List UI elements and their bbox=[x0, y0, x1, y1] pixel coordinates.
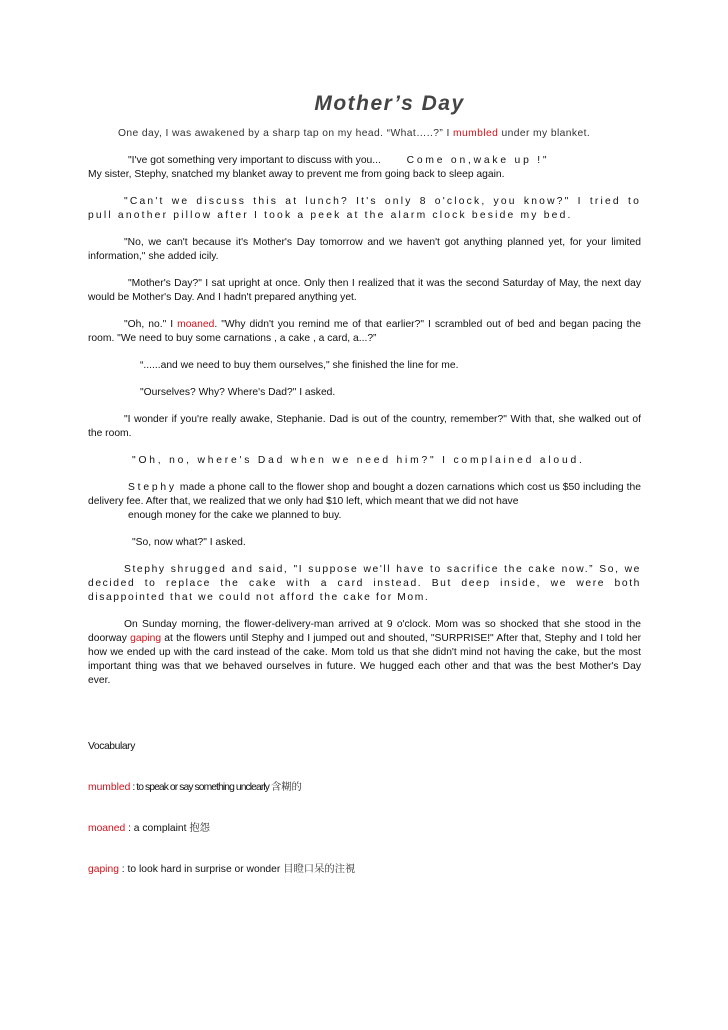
vocab-highlight-mumbled: mumbled bbox=[453, 128, 499, 139]
vocabulary-entry bbox=[88, 821, 641, 836]
text-run: . "Why didn't you remind me of that earlier?" I scrambled out of bed and began pacing the room. "We need to buy some carnations , a cake , a card, a...?” bbox=[88, 319, 641, 344]
text-run: My sister, Stephy, snatched my blanket away to prevent me from going back to sleep again. bbox=[88, 169, 505, 180]
vocab-definition: : to speak or say something unclearly bbox=[130, 782, 271, 793]
paragraph-10: "Oh, no, where's Dad when we need him?" I complained aloud. bbox=[132, 455, 585, 466]
document-page bbox=[88, 92, 641, 903]
vocabulary-section bbox=[88, 740, 641, 877]
text-run: Come on,wake up !" bbox=[406, 155, 550, 166]
vocab-definition: : a complaint bbox=[125, 823, 190, 834]
vocabulary-heading: Vocabulary bbox=[88, 741, 135, 752]
vocab-chinese: 含糊的 bbox=[270, 781, 302, 793]
text-run: "I've got something very important to discuss with you... bbox=[128, 155, 381, 166]
vocabulary-entry bbox=[88, 862, 641, 877]
text-run: made a phone call to the flower shop and bought a dozen carnations which cost us $50 including the delivery fee. After that, we realized that we only had $10 left, which meant that we did not have bbox=[88, 482, 641, 507]
paragraph-1 bbox=[88, 127, 641, 141]
paragraph-2 bbox=[88, 154, 641, 182]
text-run: enough money for the cake we planned to buy. bbox=[128, 510, 342, 521]
story-body bbox=[88, 127, 641, 688]
paragraph-13: Stephy shrugged and said, "I suppose we'll have to sacrifice the cake now.” So, we decided to replace the cake with a card instead. But deep inside, we were both disappointed that we could not afford the cake for Mom. bbox=[88, 564, 641, 603]
vocab-term: gaping bbox=[88, 864, 119, 875]
paragraph-11 bbox=[88, 481, 641, 523]
paragraph-14 bbox=[88, 618, 641, 688]
vocab-term: mumbled bbox=[88, 782, 131, 793]
vocab-chinese: 目瞪口呆的注視 bbox=[283, 863, 356, 875]
paragraph-6 bbox=[88, 318, 641, 346]
vocab-highlight-gaping: gaping bbox=[130, 633, 162, 644]
text-run: "Oh, no." I bbox=[124, 319, 178, 330]
vocab-term: moaned bbox=[88, 823, 126, 834]
vocab-chinese: 抱怨 bbox=[189, 822, 210, 834]
paragraph-9: "I wonder if you're really awake, Stephanie. Dad is out of the country, remember?" With that, she walked out of the room. bbox=[88, 414, 641, 439]
paragraph-4: "No, we can't because it's Mother's Day tomorrow and we haven't got anything planned yet, for your limited information," she added icily. bbox=[88, 237, 641, 262]
page-title: Mother’s Day bbox=[314, 92, 465, 115]
text-run: Stephy bbox=[128, 482, 177, 493]
paragraph-7: “......and we need to buy them ourselves," she finished the line for me. bbox=[140, 360, 459, 371]
text-run: under my blanket. bbox=[498, 128, 591, 139]
paragraph-5: "Mother's Day?" I sat upright at once. Only then I realized that it was the second Saturday of May, the next day would be Mother's Day. And I hadn't prepared anything yet. bbox=[88, 278, 641, 303]
vocab-definition: : to look hard in surprise or wonder bbox=[118, 864, 284, 875]
text-run: On Sunday morning, the flower-delivery-man arrived at 9 o'clock. Mom was so shocked that she stood in the doorway bbox=[88, 619, 641, 644]
text-run: at the flowers until Stephy and I jumped out and shouted, "SURPRISE!" After that, Stephy and I told her how we ended up with the card instead of the cake. Mom told us that she didn't mind not having the cake, but the most important thing was that we behaved ourselves in future. We hugged each other and that was the best Mother's Day ever. bbox=[88, 633, 641, 686]
vocab-highlight-moaned: moaned bbox=[177, 319, 215, 330]
paragraph-12: "So, now what?" I asked. bbox=[132, 537, 246, 548]
vocabulary-entry bbox=[88, 780, 641, 795]
paragraph-8: "Ourselves? Why? Where's Dad?" I asked. bbox=[140, 387, 336, 398]
paragraph-3: "Can't we discuss this at lunch? It's only 8 o'clock, you know?" I tried to pull another pillow after I took a peek at the alarm clock beside my bed. bbox=[88, 196, 641, 221]
text-run: One day, I was awakened by a sharp tap on my head. “What…..?” I bbox=[118, 128, 454, 139]
